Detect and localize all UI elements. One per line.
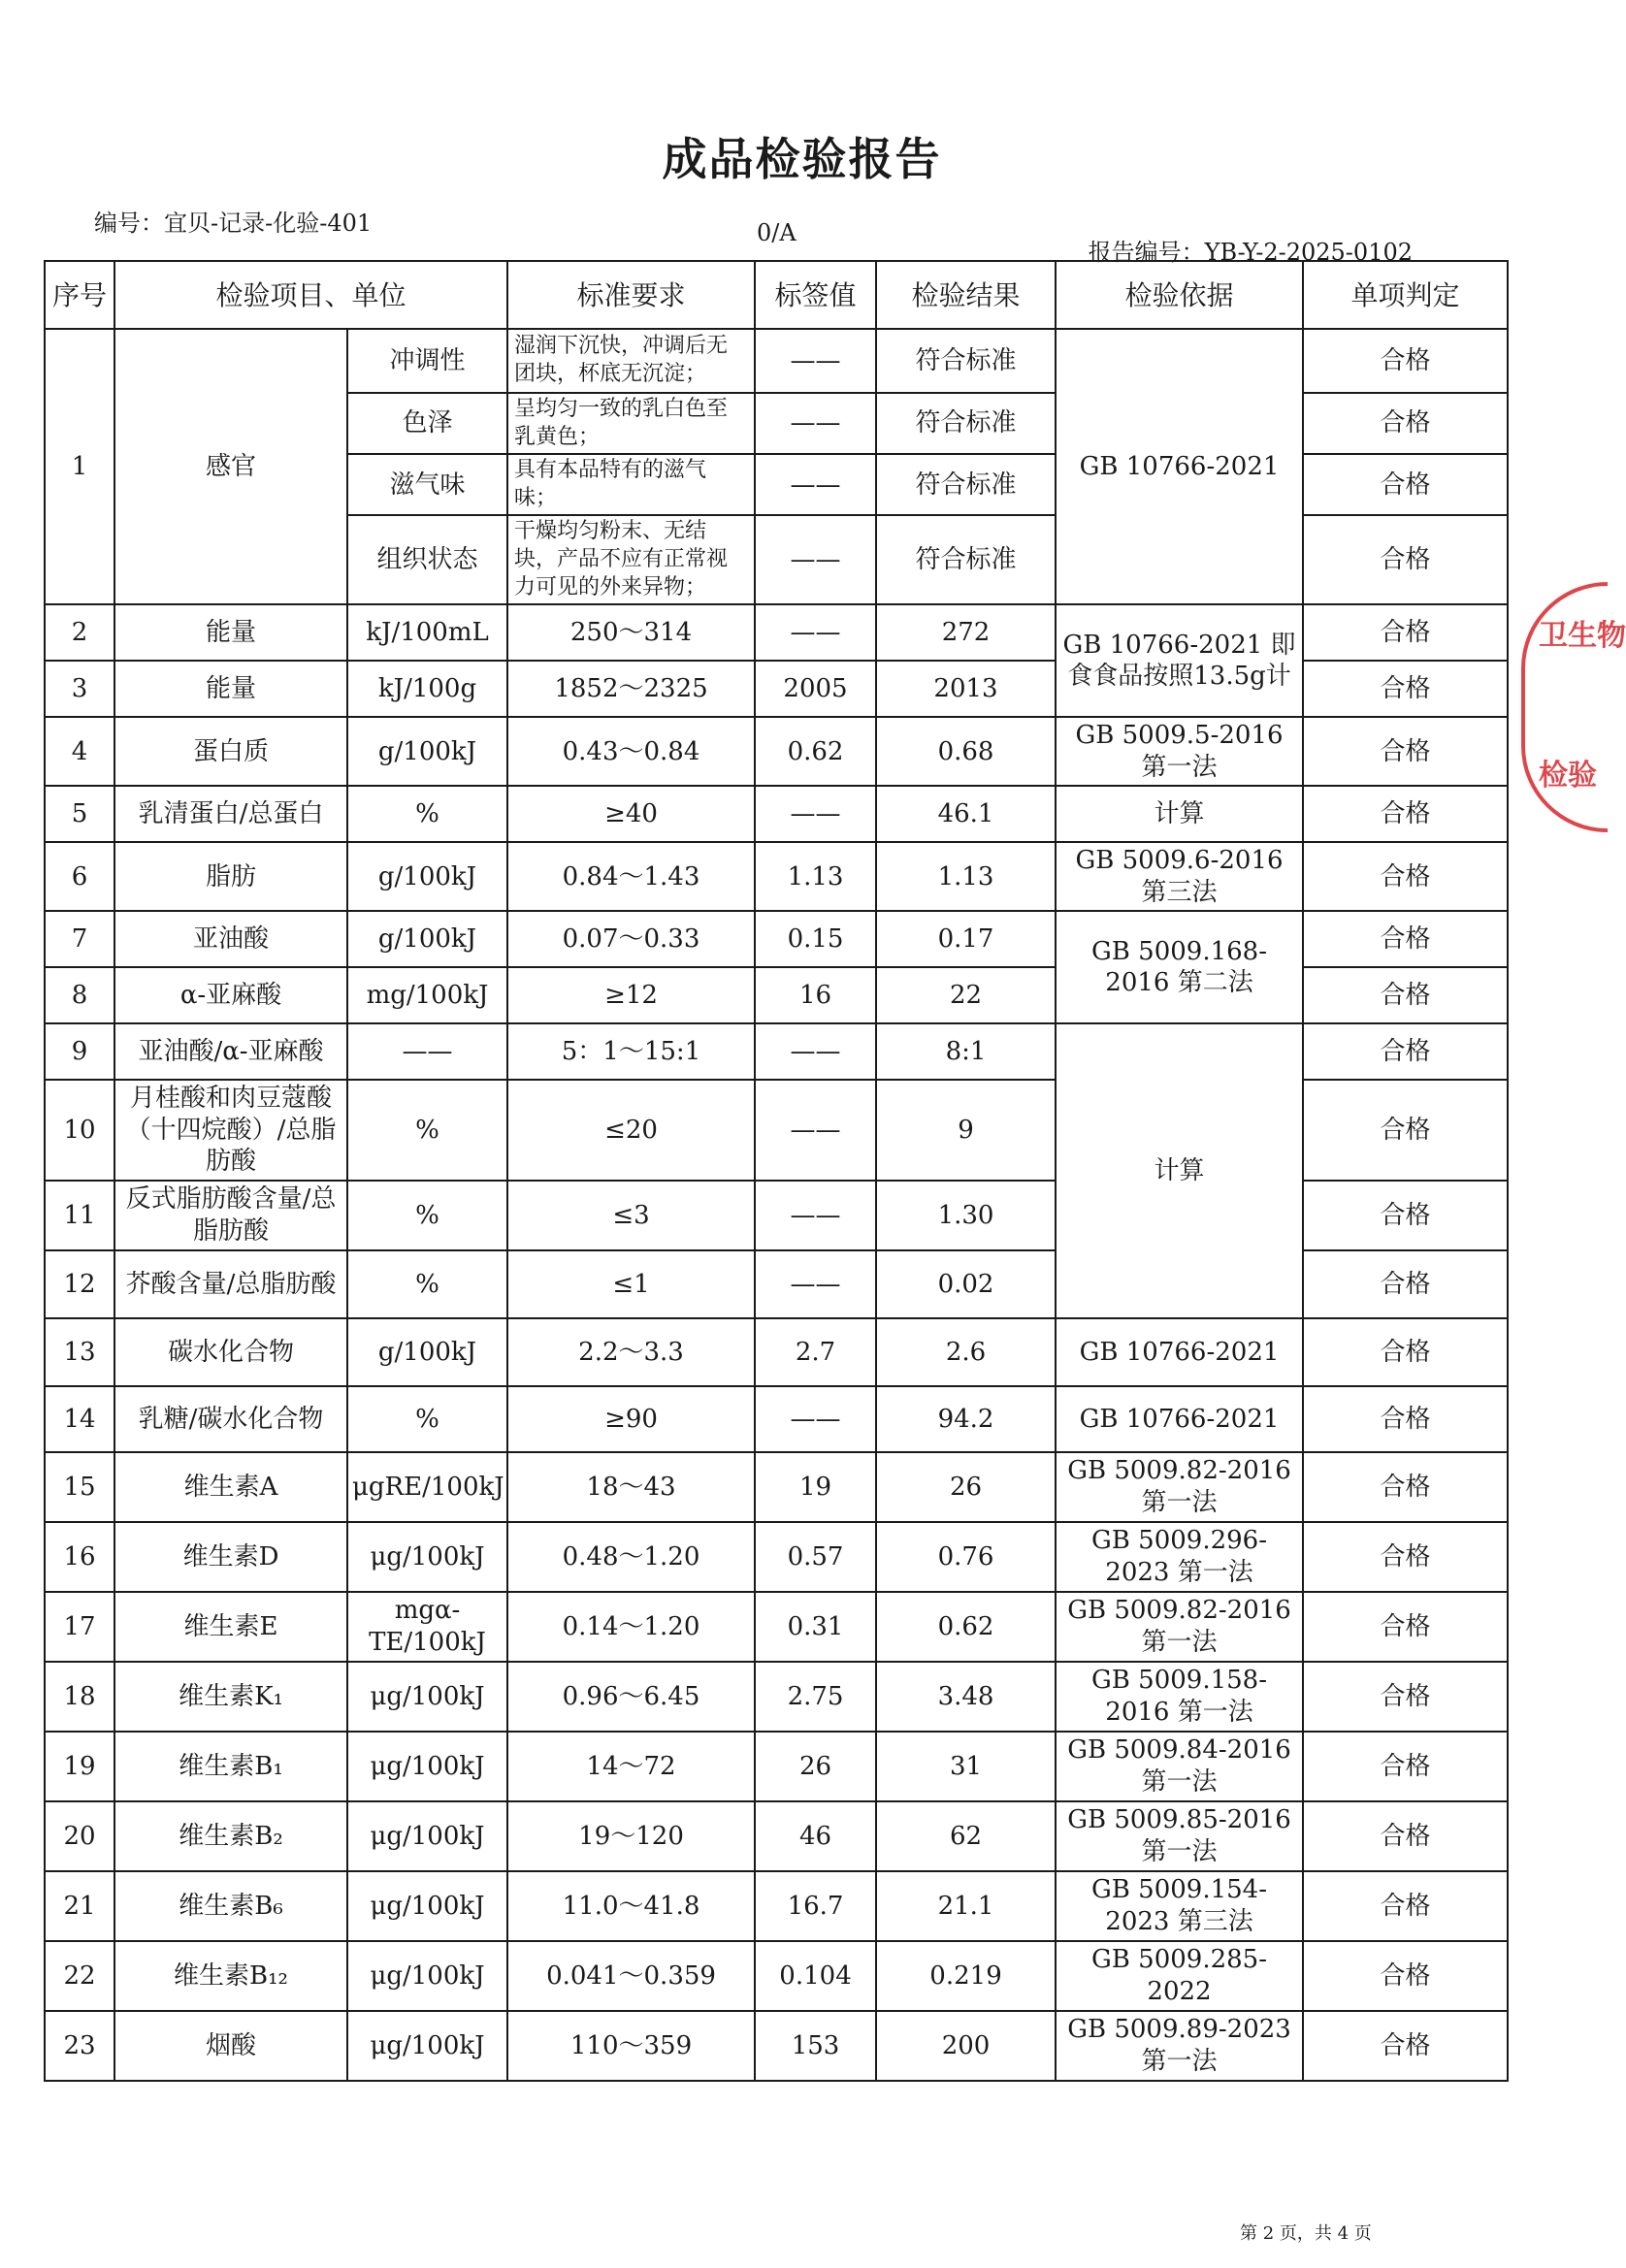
basis-cell: GB 5009.85-2016 第一法 bbox=[1056, 1801, 1303, 1871]
label-cell: —— bbox=[755, 786, 876, 842]
seq-cell: 5 bbox=[45, 786, 114, 842]
item-cell: 维生素A bbox=[114, 1452, 347, 1522]
seq-cell: 4 bbox=[45, 717, 114, 786]
table-row bbox=[45, 1941, 1508, 2011]
judge-cell: 合格 bbox=[1303, 454, 1508, 515]
judge-cell: 合格 bbox=[1303, 1250, 1508, 1318]
item-cell: 烟酸 bbox=[114, 2011, 347, 2081]
seq-cell: 22 bbox=[45, 1941, 114, 2011]
seq-cell: 11 bbox=[45, 1181, 114, 1250]
label-cell: 2.75 bbox=[755, 1662, 876, 1732]
standard-cell: 0.96～6.45 bbox=[507, 1662, 755, 1732]
table-row bbox=[45, 604, 1508, 661]
inspection-table bbox=[44, 260, 1509, 2082]
item-cell: 脂肪 bbox=[114, 842, 347, 911]
judge-cell: 合格 bbox=[1303, 329, 1508, 393]
report-title: 成品检验报告 bbox=[662, 133, 942, 185]
seq-cell: 6 bbox=[45, 842, 114, 911]
item-cell: 能量 bbox=[114, 604, 347, 661]
standard-cell: 19～120 bbox=[507, 1801, 755, 1871]
label-cell: 0.31 bbox=[755, 1592, 876, 1662]
result-cell: 符合标准 bbox=[876, 329, 1056, 393]
item-cell: 乳清蛋白/总蛋白 bbox=[114, 786, 347, 842]
result-cell: 272 bbox=[876, 604, 1056, 661]
standard-cell: 0.07～0.33 bbox=[507, 911, 755, 967]
standard-cell: 11.0～41.8 bbox=[507, 1871, 755, 1941]
item-cell: 维生素E bbox=[114, 1592, 347, 1662]
item-cell: 维生素K₁ bbox=[114, 1662, 347, 1732]
col-header-seq: 序号 bbox=[45, 261, 114, 329]
standard-cell: 干燥均匀粉末、无结块，产品不应有正常视力可见的外来异物； bbox=[507, 515, 755, 604]
result-cell: 26 bbox=[876, 1452, 1056, 1522]
item-cell: 维生素B₆ bbox=[114, 1871, 347, 1941]
seq-cell: 17 bbox=[45, 1592, 114, 1662]
basis-cell: GB 10766-2021 bbox=[1056, 1318, 1303, 1386]
judge-cell: 合格 bbox=[1303, 1801, 1508, 1871]
result-cell: 1.13 bbox=[876, 842, 1056, 911]
standard-cell: ≥40 bbox=[507, 786, 755, 842]
standard-cell: 18～43 bbox=[507, 1452, 755, 1522]
basis-cell: 计算 bbox=[1056, 786, 1303, 842]
item-cell: 亚油酸/α-亚麻酸 bbox=[114, 1023, 347, 1080]
col-header-standard: 标准要求 bbox=[507, 261, 755, 329]
result-cell: 2.6 bbox=[876, 1318, 1056, 1386]
label-cell: 0.62 bbox=[755, 717, 876, 786]
item-cell: 维生素B₁ bbox=[114, 1732, 347, 1801]
result-cell: 94.2 bbox=[876, 1386, 1056, 1452]
standard-cell: ≤3 bbox=[507, 1181, 755, 1250]
item-cell: 碳水化合物 bbox=[114, 1318, 347, 1386]
item-cell: 维生素B₁₂ bbox=[114, 1941, 347, 2011]
table-row bbox=[45, 2011, 1508, 2081]
result-cell: 9 bbox=[876, 1080, 1056, 1181]
label-cell: 16 bbox=[755, 967, 876, 1023]
unit-cell: g/100kJ bbox=[347, 842, 507, 911]
label-cell: 2005 bbox=[755, 661, 876, 717]
result-cell: 8:1 bbox=[876, 1023, 1056, 1080]
basis-cell: GB 5009.154-2023 第三法 bbox=[1056, 1871, 1303, 1941]
standard-cell: 湿润下沉快，冲调后无团块，杯底无沉淀； bbox=[507, 329, 755, 393]
table-row bbox=[45, 1522, 1508, 1592]
standard-cell: 0.48～1.20 bbox=[507, 1522, 755, 1592]
unit-cell: g/100kJ bbox=[347, 717, 507, 786]
result-cell: 31 bbox=[876, 1732, 1056, 1801]
label-cell: 0.57 bbox=[755, 1522, 876, 1592]
seq-cell: 2 bbox=[45, 604, 114, 661]
label-cell: 0.104 bbox=[755, 1941, 876, 2011]
judge-cell: 合格 bbox=[1303, 1080, 1508, 1181]
seq-cell: 20 bbox=[45, 1801, 114, 1871]
table-row bbox=[45, 1801, 1508, 1871]
seq-cell: 8 bbox=[45, 967, 114, 1023]
label-cell: 16.7 bbox=[755, 1871, 876, 1941]
standard-cell: 250～314 bbox=[507, 604, 755, 661]
item-cell: 感官 bbox=[114, 329, 347, 604]
label-cell: —— bbox=[755, 1181, 876, 1250]
unit-cell: mg/100kJ bbox=[347, 967, 507, 1023]
seq-cell: 19 bbox=[45, 1732, 114, 1801]
unit-cell: mgα-TE/100kJ bbox=[347, 1592, 507, 1662]
label-cell: 19 bbox=[755, 1452, 876, 1522]
result-cell: 1.30 bbox=[876, 1181, 1056, 1250]
label-cell: 46 bbox=[755, 1801, 876, 1871]
result-cell: 200 bbox=[876, 2011, 1056, 2081]
item-cell: 维生素B₂ bbox=[114, 1801, 347, 1871]
table-row bbox=[45, 911, 1508, 967]
basis-cell: GB 5009.6-2016 第三法 bbox=[1056, 842, 1303, 911]
table-row bbox=[45, 1592, 1508, 1662]
sub-item-cell: 滋气味 bbox=[347, 454, 507, 515]
basis-cell: GB 5009.82-2016 第一法 bbox=[1056, 1452, 1303, 1522]
basis-cell: GB 10766-2021 bbox=[1056, 1386, 1303, 1452]
basis-cell: GB 5009.82-2016 第一法 bbox=[1056, 1592, 1303, 1662]
result-cell: 0.68 bbox=[876, 717, 1056, 786]
col-header-label: 标签值 bbox=[755, 261, 876, 329]
red-seal-stamp bbox=[1521, 582, 1626, 832]
seq-cell: 3 bbox=[45, 661, 114, 717]
unit-cell: μg/100kJ bbox=[347, 1871, 507, 1941]
standard-cell: 1852～2325 bbox=[507, 661, 755, 717]
judge-cell: 合格 bbox=[1303, 393, 1508, 454]
table-row bbox=[45, 842, 1508, 911]
seq-cell: 15 bbox=[45, 1452, 114, 1522]
item-cell: 亚油酸 bbox=[114, 911, 347, 967]
label-cell: —— bbox=[755, 1250, 876, 1318]
unit-cell: % bbox=[347, 1080, 507, 1181]
judge-cell: 合格 bbox=[1303, 515, 1508, 604]
unit-cell: kJ/100mL bbox=[347, 604, 507, 661]
label-cell: 1.13 bbox=[755, 842, 876, 911]
unit-cell: % bbox=[347, 1250, 507, 1318]
basis-cell: GB 5009.84-2016 第一法 bbox=[1056, 1732, 1303, 1801]
page-number: 第 2 页，共 4 页 bbox=[1240, 2223, 1372, 2244]
item-cell: 月桂酸和肉豆蔻酸（十四烷酸）/总脂肪酸 bbox=[114, 1080, 347, 1181]
standard-cell: 0.43～0.84 bbox=[507, 717, 755, 786]
label-cell: —— bbox=[755, 1386, 876, 1452]
col-header-basis: 检验依据 bbox=[1056, 261, 1303, 329]
judge-cell: 合格 bbox=[1303, 1871, 1508, 1941]
basis-cell: GB 5009.296-2023 第一法 bbox=[1056, 1522, 1303, 1592]
version-label: 0/A bbox=[757, 219, 797, 246]
table-row bbox=[45, 1386, 1508, 1452]
sub-item-cell: 组织状态 bbox=[347, 515, 507, 604]
col-header-item: 检验项目、单位 bbox=[114, 261, 507, 329]
label-cell: 0.15 bbox=[755, 911, 876, 967]
table-row bbox=[45, 786, 1508, 842]
unit-cell: % bbox=[347, 1386, 507, 1452]
seq-cell: 1 bbox=[45, 329, 114, 604]
result-cell: 0.219 bbox=[876, 1941, 1056, 2011]
judge-cell: 合格 bbox=[1303, 1662, 1508, 1732]
judge-cell: 合格 bbox=[1303, 1318, 1508, 1386]
judge-cell: 合格 bbox=[1303, 1452, 1508, 1522]
standard-cell: 0.041～0.359 bbox=[507, 1941, 755, 2011]
seq-cell: 16 bbox=[45, 1522, 114, 1592]
basis-cell: GB 5009.285-2022 bbox=[1056, 1941, 1303, 2011]
judge-cell: 合格 bbox=[1303, 1522, 1508, 1592]
result-cell: 0.76 bbox=[876, 1522, 1056, 1592]
standard-cell: ≤1 bbox=[507, 1250, 755, 1318]
stamp-text-2: 检验 bbox=[1539, 759, 1597, 793]
unit-cell: μg/100kJ bbox=[347, 2011, 507, 2081]
col-header-judge: 单项判定 bbox=[1303, 261, 1508, 329]
label-cell: 2.7 bbox=[755, 1318, 876, 1386]
label-cell: 153 bbox=[755, 2011, 876, 2081]
seq-cell: 13 bbox=[45, 1318, 114, 1386]
judge-cell: 合格 bbox=[1303, 661, 1508, 717]
label-cell: 26 bbox=[755, 1732, 876, 1801]
standard-cell: 呈均匀一致的乳白色至乳黄色； bbox=[507, 393, 755, 454]
result-cell: 22 bbox=[876, 967, 1056, 1023]
table-row bbox=[45, 1871, 1508, 1941]
table-row bbox=[45, 1023, 1508, 1080]
standard-cell: ≥90 bbox=[507, 1386, 755, 1452]
judge-cell: 合格 bbox=[1303, 786, 1508, 842]
label-cell: —— bbox=[755, 604, 876, 661]
basis-cell: GB 5009.168-2016 第二法 bbox=[1056, 911, 1303, 1023]
table-row bbox=[45, 1318, 1508, 1386]
judge-cell: 合格 bbox=[1303, 1181, 1508, 1250]
label-cell: —— bbox=[755, 1023, 876, 1080]
unit-cell: g/100kJ bbox=[347, 1318, 507, 1386]
table-row bbox=[45, 1662, 1508, 1732]
table-row bbox=[45, 329, 1508, 393]
unit-cell: —— bbox=[347, 1023, 507, 1080]
unit-cell: μg/100kJ bbox=[347, 1662, 507, 1732]
table-header-row bbox=[45, 261, 1508, 329]
table-row bbox=[45, 717, 1508, 786]
label-cell: —— bbox=[755, 1080, 876, 1181]
result-cell: 0.62 bbox=[876, 1592, 1056, 1662]
judge-cell: 合格 bbox=[1303, 1386, 1508, 1452]
unit-cell: μg/100kJ bbox=[347, 1522, 507, 1592]
label-cell: —— bbox=[755, 515, 876, 604]
standard-cell: 具有本品特有的滋气味； bbox=[507, 454, 755, 515]
item-cell: 乳糖/碳水化合物 bbox=[114, 1386, 347, 1452]
judge-cell: 合格 bbox=[1303, 1592, 1508, 1662]
standard-cell: 14～72 bbox=[507, 1732, 755, 1801]
basis-cell: GB 10766-2021 即食食品按照13.5g计 bbox=[1056, 604, 1303, 717]
unit-cell: % bbox=[347, 1181, 507, 1250]
judge-cell: 合格 bbox=[1303, 717, 1508, 786]
basis-cell: 计算 bbox=[1056, 1023, 1303, 1318]
table-row bbox=[45, 1732, 1508, 1801]
judge-cell: 合格 bbox=[1303, 2011, 1508, 2081]
unit-cell: μg/100kJ bbox=[347, 1801, 507, 1871]
item-cell: 能量 bbox=[114, 661, 347, 717]
judge-cell: 合格 bbox=[1303, 842, 1508, 911]
seq-cell: 21 bbox=[45, 1871, 114, 1941]
judge-cell: 合格 bbox=[1303, 967, 1508, 1023]
item-cell: 蛋白质 bbox=[114, 717, 347, 786]
standard-cell: 110～359 bbox=[507, 2011, 755, 2081]
report-number: 报告编号：YB-Y-2-2025-0102 bbox=[1088, 239, 1413, 266]
result-cell: 3.48 bbox=[876, 1662, 1056, 1732]
seq-cell: 18 bbox=[45, 1662, 114, 1732]
result-cell: 符合标准 bbox=[876, 515, 1056, 604]
stamp-text-1: 卫生物 bbox=[1539, 619, 1626, 653]
basis-cell: GB 5009.5-2016 第一法 bbox=[1056, 717, 1303, 786]
sub-item-cell: 色泽 bbox=[347, 393, 507, 454]
judge-cell: 合格 bbox=[1303, 1941, 1508, 2011]
label-cell: —— bbox=[755, 393, 876, 454]
standard-cell: 2.2～3.3 bbox=[507, 1318, 755, 1386]
item-cell: 反式脂肪酸含量/总脂肪酸 bbox=[114, 1181, 347, 1250]
result-cell: 46.1 bbox=[876, 786, 1056, 842]
result-cell: 0.17 bbox=[876, 911, 1056, 967]
seq-cell: 9 bbox=[45, 1023, 114, 1080]
result-cell: 符合标准 bbox=[876, 454, 1056, 515]
table-row bbox=[45, 1452, 1508, 1522]
unit-cell: μg/100kJ bbox=[347, 1732, 507, 1801]
col-header-result: 检验结果 bbox=[876, 261, 1056, 329]
unit-cell: kJ/100g bbox=[347, 661, 507, 717]
result-cell: 62 bbox=[876, 1801, 1056, 1871]
item-cell: 芥酸含量/总脂肪酸 bbox=[114, 1250, 347, 1318]
record-number: 编号：宜贝-记录-化验-401 bbox=[94, 210, 373, 237]
basis-cell: GB 5009.89-2023 第一法 bbox=[1056, 2011, 1303, 2081]
basis-cell: GB 10766-2021 bbox=[1056, 329, 1303, 604]
seq-cell: 23 bbox=[45, 2011, 114, 2081]
judge-cell: 合格 bbox=[1303, 1732, 1508, 1801]
label-cell: —— bbox=[755, 329, 876, 393]
seq-cell: 14 bbox=[45, 1386, 114, 1452]
result-cell: 0.02 bbox=[876, 1250, 1056, 1318]
result-cell: 21.1 bbox=[876, 1871, 1056, 1941]
item-cell: α-亚麻酸 bbox=[114, 967, 347, 1023]
basis-cell: GB 5009.158-2016 第一法 bbox=[1056, 1662, 1303, 1732]
judge-cell: 合格 bbox=[1303, 1023, 1508, 1080]
unit-cell: μgRE/100kJ bbox=[347, 1452, 507, 1522]
unit-cell: μg/100kJ bbox=[347, 1941, 507, 2011]
seq-cell: 7 bbox=[45, 911, 114, 967]
judge-cell: 合格 bbox=[1303, 604, 1508, 661]
standard-cell: ≥12 bbox=[507, 967, 755, 1023]
seq-cell: 10 bbox=[45, 1080, 114, 1181]
item-cell: 维生素D bbox=[114, 1522, 347, 1592]
sub-item-cell: 冲调性 bbox=[347, 329, 507, 393]
judge-cell: 合格 bbox=[1303, 911, 1508, 967]
standard-cell: 5：1～15:1 bbox=[507, 1023, 755, 1080]
unit-cell: g/100kJ bbox=[347, 911, 507, 967]
standard-cell: 0.14～1.20 bbox=[507, 1592, 755, 1662]
unit-cell: % bbox=[347, 786, 507, 842]
seq-cell: 12 bbox=[45, 1250, 114, 1318]
standard-cell: ≤20 bbox=[507, 1080, 755, 1181]
result-cell: 符合标准 bbox=[876, 393, 1056, 454]
result-cell: 2013 bbox=[876, 661, 1056, 717]
standard-cell: 0.84～1.43 bbox=[507, 842, 755, 911]
label-cell: —— bbox=[755, 454, 876, 515]
